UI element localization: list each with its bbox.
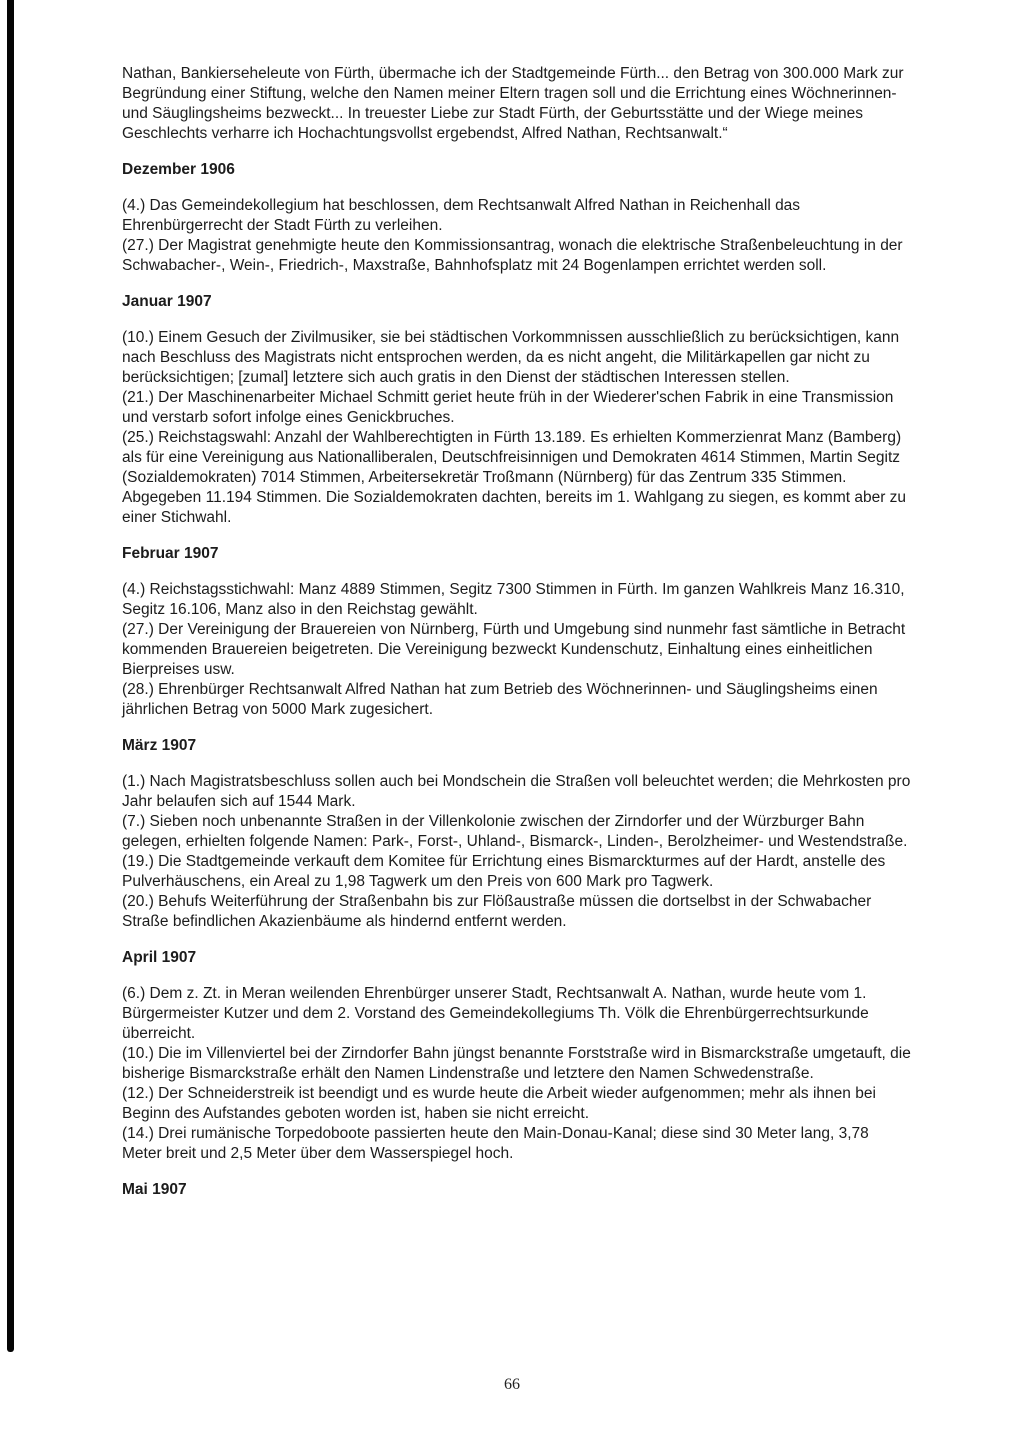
chronicle-entry: (21.) Der Maschinenarbeiter Michael Schmitt geriet heute früh in der Wiederer'schen Fabrik in eine Transmission und verstarb sofort infolge eines Genickbruches.: [122, 389, 894, 426]
chronicle-entry: (7.) Sieben noch unbenannte Straßen in der Villenkolonie zwischen der Zirndorfer und der Würzburger Bahn gelegen, erhielten folgende Namen: Park-, Forst-, Uhland-, Bismarck-, Linden-, Berolzheimer- und Westendstraße.: [122, 813, 908, 850]
chronicle-entry: (4.) Das Gemeindekollegium hat beschlossen, dem Rechtsanwalt Alfred Nathan in Reichenhall das Ehrenbürgerrecht der Stadt Fürth zu verleihen.: [122, 197, 801, 234]
chronicle-entry: (14.) Drei rumänische Torpedoboote passierten heute den Main-Donau-Kanal; diese sind 30 Meter lang, 3,78 Meter breit und 2,5 Meter über dem Wasserspiegel hoch.: [122, 1125, 869, 1162]
chronicle-entry: (27.) Der Vereinigung der Brauereien von Nürnberg, Fürth und Umgebung sind nunmehr fast sämtliche in Betracht kommenden Brauereien beigetreten. Die Vereinigung bezweckt Kundenschutz, Einhaltung eines einheitlichen Bierpreises usw.: [122, 621, 906, 678]
chronicle-entry: (10.) Einem Gesuch der Zivilmusiker, sie bei städtischen Vorkommnissen ausschließlich zu berücksichtigen, kann nach Beschluss des Magistrats nicht entsprochen werden, da es nicht angeht, die Militärkapellen gar nicht zu berücksichtigen; [zumal] letztere sich auch gratis in den Dienst der städtischen Interessen stellen.: [122, 329, 900, 386]
chronicle-entry: (1.) Nach Magistratsbeschluss sollen auch bei Mondschein die Straßen voll beleuchtet werden; die Mehrkosten pro Jahr belaufen sich auf 1544 Mark.: [122, 773, 911, 810]
month-heading: März 1907: [122, 737, 197, 754]
intro-paragraph: Nathan, Bankierseheleute von Fürth, übermache ich der Stadtgemeinde Fürth... den Betrag von 300.000 Mark zur Begründung einer Stiftung, welche den Namen meiner Eltern tragen soll und die Errichtung eines Wöchnerinnen- und Säuglingsheims bezweckt... In treuester Liebe zur Stadt Fürth, der Geburtsstätte und der Wiege meines Geschlechts verharre ich Hochachtungsvollst ergebendst, Alfred Nathan, Rechtsanwalt.“: [122, 65, 904, 142]
chronicle-entry: (27.) Der Magistrat genehmigte heute den Kommissionsantrag, wonach die elektrische Straßenbeleuchtung in der Schwabacher-, Wein-, Friedrich-, Maxstraße, Bahnhofsplatz mit 24 Bogenlampen errichtet werden soll.: [122, 237, 903, 274]
section-dezember-1906: [122, 160, 912, 276]
chronicle-entry: (20.) Behufs Weiterführung der Straßenbahn bis zur Flößaustraße müssen die dortselbst in der Schwabacher Straße befindlichen Akazienbäume als hindernd entfernt werden.: [122, 893, 872, 930]
chronicle-entry: (4.) Reichstagsstichwahl: Manz 4889 Stimmen, Segitz 7300 Stimmen in Fürth. Im ganzen Wahlkreis Manz 16.310, Segitz 16.106, Manz also in den Reichstag gewählt.: [122, 581, 905, 618]
page-content: [122, 64, 912, 1216]
page-number: 66: [504, 1376, 520, 1393]
chronicle-entry: (12.) Der Schneiderstreik ist beendigt und es wurde heute die Arbeit wieder aufgenommen; mehr als ihnen bei Beginn des Aufstandes geboten worden ist, haben sie nicht erreicht.: [122, 1085, 876, 1122]
section-januar-1907: [122, 292, 912, 528]
month-heading: Januar 1907: [122, 293, 212, 310]
section-mai-1907: [122, 1180, 912, 1200]
section-maerz-1907: [122, 736, 912, 932]
month-heading: Februar 1907: [122, 545, 219, 562]
chronicle-entry: (25.) Reichstagswahl: Anzahl der Wahlberechtigten in Fürth 13.189. Es erhielten Kommerzienrat Manz (Bamberg) als für eine Vereinigung aus Nationalliberalen, Deutschfreisinnigen und Demokraten 4614 Stimmen, Martin Segitz (Sozialdemokraten) 7014 Stimmen, Arbeitersekretär Troßmann (Nürnberg) für das Zentrum 335 Stimmen. Abgegeben 11.194 Stimmen. Die Sozialdemokraten dachten, bereits im 1. Wahlgang zu siegen, es kommt aber zu einer Stichwahl.: [122, 429, 907, 526]
chronicle-entry: (6.) Dem z. Zt. in Meran weilenden Ehrenbürger unserer Stadt, Rechtsanwalt A. Nathan, wurde heute vom 1. Bürgermeister Kutzer und dem 2. Vorstand des Gemeindekollegiums Th. Völk die Ehrenbürgerrechtsurkunde überreicht.: [122, 985, 869, 1042]
month-heading: Dezember 1906: [122, 161, 235, 178]
section-februar-1907: [122, 544, 912, 720]
chronicle-entry: (19.) Die Stadtgemeinde verkauft dem Komitee für Errichtung eines Bismarckturmes auf der Hardt, anstelle des Pulverhäuschens, ein Areal zu 1,98 Tagwerk um den Preis von 600 Mark pro Tagwerk.: [122, 853, 886, 890]
month-heading: April 1907: [122, 949, 197, 966]
scan-edge-artifact: [7, 0, 14, 1352]
chronicle-entry: (10.) Die im Villenviertel bei der Zirndorfer Bahn jüngst benannte Forststraße wird in Bismarckstraße umgetauft, die bisherige Bismarckstraße erhält den Namen Lindenstraße und letztere den Namen Schwedenstraße.: [122, 1045, 911, 1082]
month-heading: Mai 1907: [122, 1181, 187, 1198]
chronicle-entry: (28.) Ehrenbürger Rechtsanwalt Alfred Nathan hat zum Betrieb des Wöchnerinnen- und Säuglingsheims einen jährlichen Betrag von 5000 Mark zugesichert.: [122, 681, 878, 718]
section-april-1907: [122, 948, 912, 1164]
